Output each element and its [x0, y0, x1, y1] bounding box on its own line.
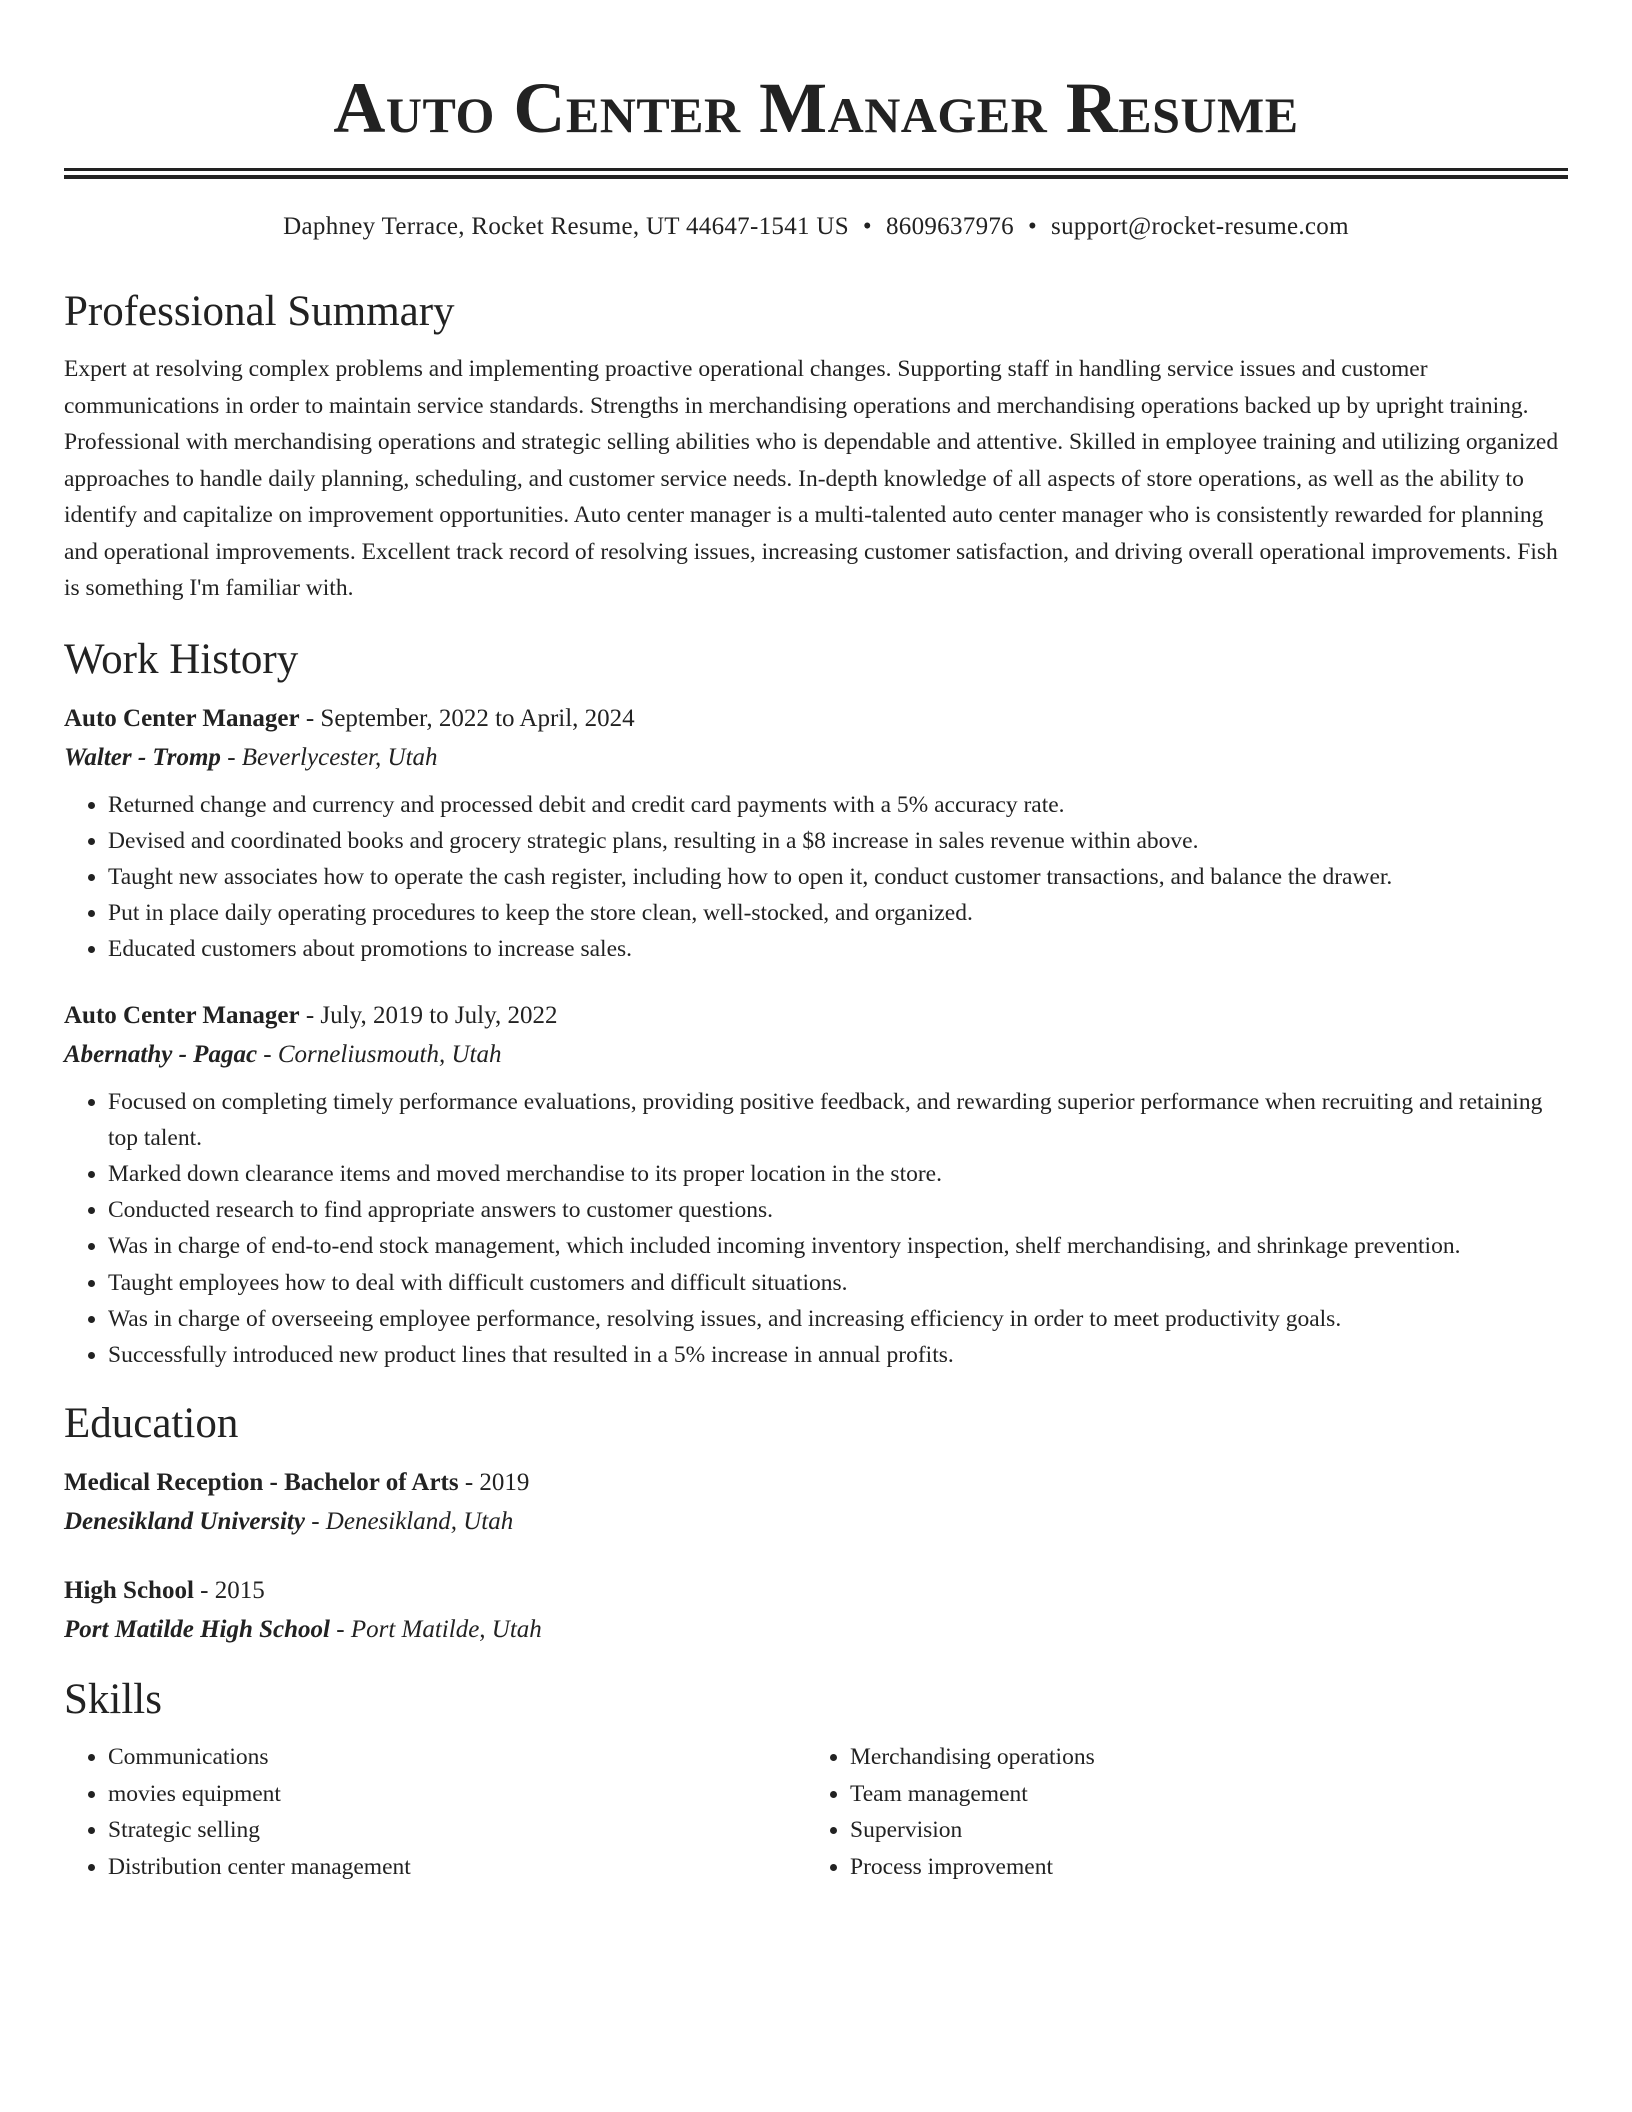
contact-line	[64, 209, 1568, 245]
skill-item: • Supervision	[850, 1812, 1548, 1849]
job-bullet: • Put in place daily operating procedures to keep the store clean, well-stocked, and organized.	[108, 895, 1568, 931]
education-school-line	[64, 1502, 1568, 1541]
work-history-heading: Work History	[64, 635, 299, 683]
job-role-line	[64, 996, 1568, 1035]
job-title: Auto Center Manager	[64, 1001, 300, 1029]
resume-page	[64, 0, 1568, 1885]
contact-address: Daphney Terrace, Rocket Resume, UT 44647-1541 US	[283, 213, 849, 240]
job-dates: - July, 2019 to July, 2022	[299, 1001, 558, 1029]
skill-item: • movies equipment	[108, 1776, 806, 1813]
skill-item: • Process improvement	[850, 1849, 1548, 1886]
education-location: - Denesikland, Utah	[304, 1508, 514, 1536]
job-bullets	[64, 787, 1568, 968]
skills-grid	[64, 1739, 1568, 1885]
skill-item: • Team management	[850, 1776, 1548, 1813]
job-company-line	[64, 738, 1568, 777]
summary-heading: Professional Summary	[64, 288, 455, 335]
job-bullet: • Marked down clearance items and moved merchandise to its proper location in the store.	[108, 1156, 1568, 1192]
job-location: - Corneliusmouth, Utah	[257, 1040, 502, 1068]
summary-text: Expert at resolving complex problems and implementing proactive operational changes. Supporting staff in handling service issues and customer communications in order to maintain service standards. Strengths in merchandising operations and merchandising operations backed up by upright training. Professional with merchandising operations and strategic selling abilities who is dependable and attentive. Skilled in employee training and utilizing organized approaches to handle daily planning, scheduling, and customer service needs. In-depth knowledge of all aspects of store operations, as well as the ability to identify and capitalize on improvement opportunities. Auto center manager is a multi-talented auto center manager who is consistently rewarded for planning and operational improvements. Excellent track record of resolving issues, increasing customer satisfaction, and driving overall operational improvements. Fish is something I'm familiar with.	[64, 356, 1559, 601]
education-school: Denesikland University	[64, 1508, 305, 1536]
education-degree-line	[64, 1463, 1568, 1502]
skill-item: • Merchandising operations	[850, 1739, 1548, 1776]
job-title: Auto Center Manager	[64, 704, 300, 732]
skill-item: • Communications	[108, 1739, 806, 1776]
education-year: - 2015	[193, 1577, 265, 1605]
job-bullet: • Focused on completing timely performance evaluations, providing positive feedback, and rewarding superior performance when recruiting and retaining top talent.	[108, 1084, 1568, 1156]
skills-column-right	[806, 1739, 1548, 1885]
skills-column-left	[64, 1739, 806, 1885]
education-entry	[64, 1463, 1568, 1541]
job-bullet: • Was in charge of end-to-end stock management, which included incoming inventory inspection, shelf merchandising, and shrinkage prevention.	[108, 1228, 1568, 1264]
education-school-line	[64, 1610, 1568, 1649]
job-bullets	[64, 1084, 1568, 1374]
skill-item: • Distribution center management	[108, 1849, 806, 1886]
skills-heading: Skills	[64, 1676, 162, 1724]
education-year: - 2019	[458, 1469, 530, 1497]
job-bullet: • Was in charge of overseeing employee performance, resolving issues, and increasing efficiency in order to meet productivity goals.	[108, 1301, 1568, 1337]
title-divider	[64, 168, 1568, 179]
education-entry	[64, 1571, 1568, 1649]
job-entry	[64, 699, 1568, 968]
job-company: Walter - Tromp	[64, 743, 221, 771]
job-bullet: • Educated customers about promotions to increase sales.	[108, 931, 1568, 967]
job-bullet: • Returned change and currency and processed debit and credit card payments with a 5% accuracy rate.	[108, 787, 1568, 823]
job-role-line	[64, 699, 1568, 738]
skills-list	[806, 1739, 1548, 1885]
job-dates: - September, 2022 to April, 2024	[299, 704, 635, 732]
contact-phone: 8609637976	[885, 213, 1014, 240]
education-degree: High School	[64, 1577, 194, 1605]
job-bullet: • Successfully introduced new product lines that resulted in a 5% increase in annual profits.	[108, 1337, 1568, 1373]
education-degree-line	[64, 1571, 1568, 1610]
job-entry	[64, 996, 1568, 1374]
contact-email[interactable]: support@rocket-resume.com	[1051, 213, 1349, 240]
resume-title: Auto Center Manager Resume	[333, 68, 1299, 148]
job-bullet: • Devised and coordinated books and grocery strategic plans, resulting in a $8 increase in sales revenue within above.	[108, 823, 1568, 859]
education-degree: Medical Reception - Bachelor of Arts	[64, 1469, 459, 1497]
job-bullet: • Taught employees how to deal with difficult customers and difficult situations.	[108, 1265, 1568, 1301]
education-school: Port Matilde High School	[64, 1616, 331, 1644]
job-bullet: • Conducted research to find appropriate answers to customer questions.	[108, 1192, 1568, 1228]
job-location: - Beverlycester, Utah	[220, 743, 438, 771]
skills-list	[64, 1739, 806, 1885]
job-bullet: • Taught new associates how to operate the cash register, including how to open it, conduct customer transactions, and balance the drawer.	[108, 859, 1568, 895]
job-company-line	[64, 1035, 1568, 1074]
job-company: Abernathy - Pagac	[64, 1040, 258, 1068]
education-location: - Port Matilde, Utah	[330, 1616, 542, 1644]
contact-separator: •	[1027, 213, 1038, 240]
contact-separator: •	[862, 213, 872, 240]
skill-item: • Strategic selling	[108, 1812, 806, 1849]
education-heading: Education	[64, 1400, 239, 1448]
